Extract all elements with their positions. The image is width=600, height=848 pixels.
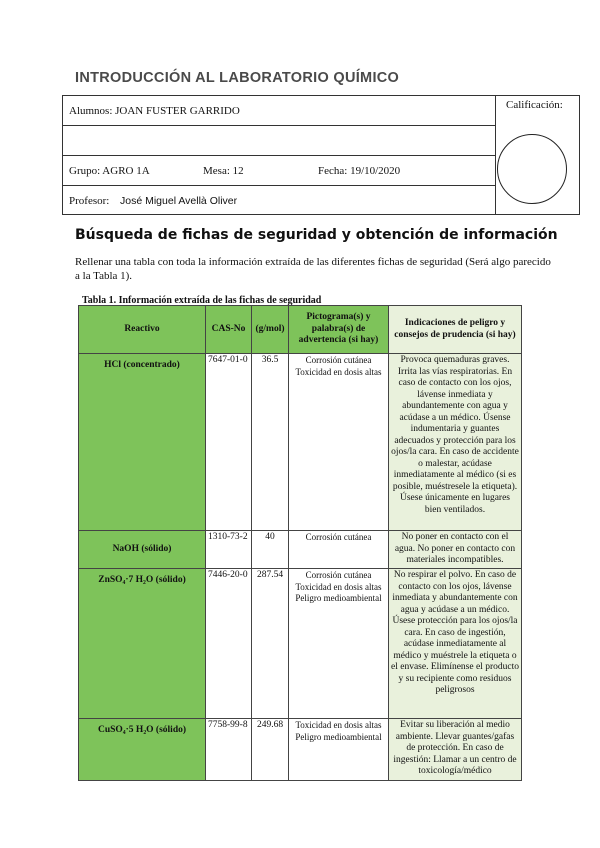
- col-header: Reactivo: [79, 306, 206, 354]
- profesor-row: [63, 186, 495, 215]
- calificacion-label: Calificación:: [506, 99, 563, 111]
- table-row: [79, 569, 522, 719]
- instruction-paragraph: Rellenar una tabla con toda la información extraída de las diferentes fichas de seguridad (Será algo parecido a la Tabla 1).: [75, 256, 551, 282]
- table-header-row: [79, 306, 522, 354]
- grupo-row: [63, 156, 495, 186]
- reactivo-cell: CuSO₄·5 H₂O (sólido): [79, 719, 206, 781]
- picto-cell: Corrosión cutánea Toxicidad en dosis altas Peligro medioambiental: [289, 569, 389, 719]
- mw-cell: 249.68: [252, 719, 289, 781]
- col-header: Pictograma(s) y palabra(s) de advertencia (si hay): [289, 306, 389, 354]
- reactivo-cell: NaOH (sólido): [79, 531, 206, 569]
- grupo-text: Grupo: AGRO 1A: [69, 164, 150, 177]
- grade-circle: [497, 134, 567, 204]
- header-divider: [495, 96, 496, 214]
- indicaciones-cell: No respirar el polvo. En caso de contacto con los ojos, lávense inmediata y abundantemente con agua y acúdase a un médico. Úsese protección para los ojos/la cara. En caso de ingestión, acúdase inmediatamente al médico y muéstrele la etiqueta o el envase. Elimínense el producto y su recipiente como residuos peligrosos: [389, 569, 522, 719]
- col-header: CAS-No: [206, 306, 252, 354]
- safety-table: [78, 305, 522, 781]
- profesor-name: José Miguel Avellà Oliver: [120, 194, 238, 207]
- document-title: INTRODUCCIÓN AL LABORATORIO QUÍMICO: [75, 70, 400, 86]
- mesa-text: Mesa: 12: [203, 164, 244, 177]
- cas-cell: 1310-73-2: [206, 531, 252, 569]
- table-row: [79, 531, 522, 569]
- picto-cell: Corrosión cutánea Toxicidad en dosis altas: [289, 354, 389, 531]
- indicaciones-cell: Evitar su liberación al medio ambiente. Llevar guantes/gafas de protección. En caso de ingestión: Llamar a un centro de toxicología/médico: [389, 719, 522, 781]
- alumnos-row: [63, 96, 495, 126]
- alumnos-text: Alumnos: JOAN FUSTER GARRIDO: [69, 104, 240, 117]
- fecha-text: Fecha: 19/10/2020: [318, 164, 401, 177]
- table-row: [79, 354, 522, 531]
- col-header: (g/mol): [252, 306, 289, 354]
- mw-cell: 287.54: [252, 569, 289, 719]
- cas-cell: 7758-99-8: [206, 719, 252, 781]
- picto-cell: Corrosión cutánea: [289, 531, 389, 569]
- picto-cell: Toxicidad en dosis altas Peligro medioambiental: [289, 719, 389, 781]
- cas-cell: 7647-01-0: [206, 354, 252, 531]
- reactivo-cell: HCl (concentrado): [79, 354, 206, 531]
- cas-cell: 7446-20-0: [206, 569, 252, 719]
- indicaciones-cell: Provoca quemaduras graves. Irrita las vías respiratorias. En caso de contacto con los ojos, lávense inmediata y abundantemente con agua y acúdase a un médico. Úsense indumentaria y guantes adecuados y protección para los ojos/la cara. En caso de accidente o malestar, acúdase inmediatamente al médico (si es posible, muéstresele la etiqueta). Úsese únicamente en lugares bien ventilados.: [389, 354, 522, 531]
- mw-cell: 40: [252, 531, 289, 569]
- mw-cell: 36.5: [252, 354, 289, 531]
- section-title: Búsqueda de fichas de seguridad y obtención de información: [75, 227, 558, 243]
- blank-row: [63, 126, 495, 156]
- col-header: Indicaciones de peligro y consejos de prudencia (si hay): [389, 306, 522, 354]
- table-caption: Tabla 1. Información extraída de las fichas de seguridad: [82, 295, 322, 306]
- reactivo-cell: ZnSO₄·7 H₂O (sólido): [79, 569, 206, 719]
- profesor-label: Profesor:: [69, 194, 110, 207]
- indicaciones-cell: No poner en contacto con el agua. No poner en contacto con materiales incompatibles.: [389, 531, 522, 569]
- table-row: [79, 719, 522, 781]
